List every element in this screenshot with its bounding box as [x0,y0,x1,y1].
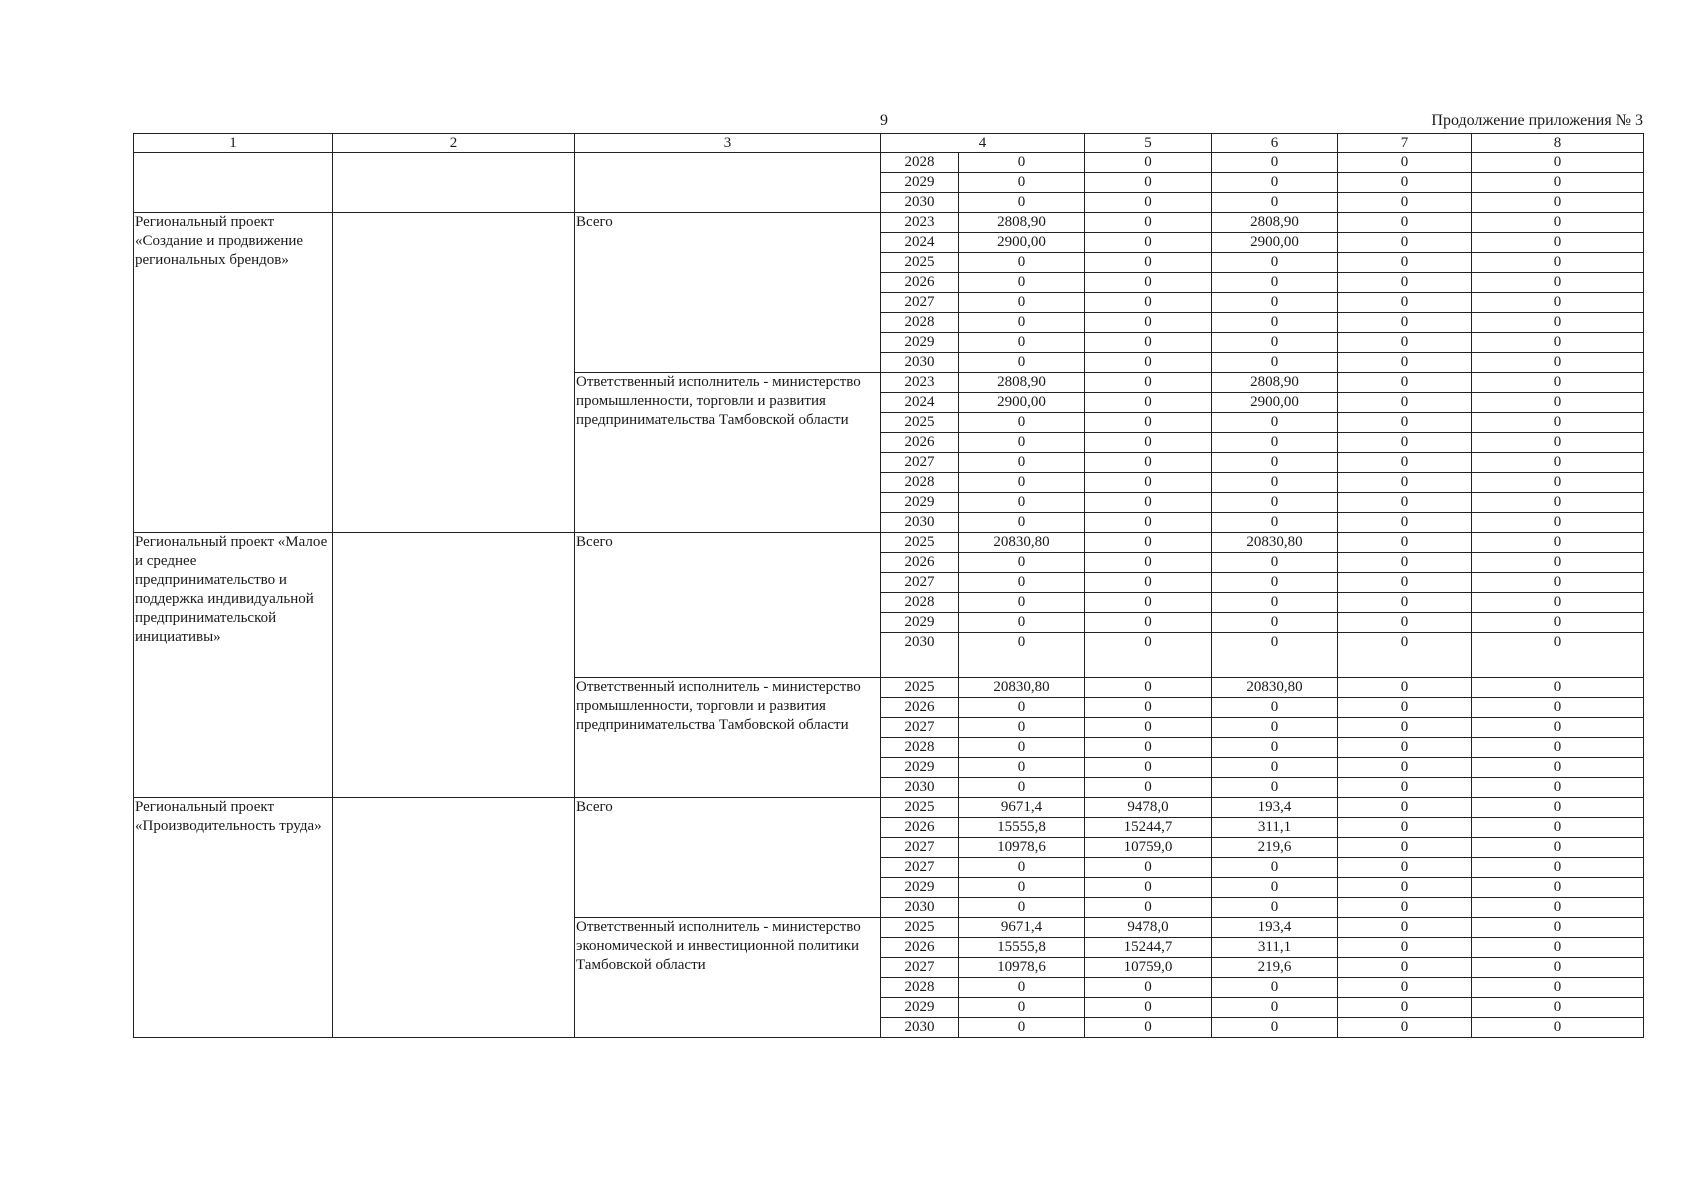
amount-cell: 0 [1338,413,1472,433]
amount-cell: 0 [959,998,1085,1018]
amount-cell: 311,1 [1212,818,1338,838]
amount-cell: 0 [1472,718,1644,738]
year-cell: 2028 [881,738,959,758]
amount-cell: 0 [1338,213,1472,233]
amount-cell: 0 [1085,878,1212,898]
amount-cell: 0 [1338,698,1472,718]
amount-cell: 0 [1085,453,1212,473]
year-cell: 2028 [881,153,959,173]
amount-cell: 0 [1472,798,1644,818]
amount-cell: 0 [1085,573,1212,593]
amount-cell: 0 [1338,978,1472,998]
amount-cell: 0 [1472,1018,1644,1038]
amount-cell: 0 [959,173,1085,193]
year-cell: 2023 [881,213,959,233]
amount-cell: 0 [1338,393,1472,413]
amount-cell: 0 [959,433,1085,453]
amount-cell: 0 [959,1018,1085,1038]
year-cell: 2025 [881,413,959,433]
amount-cell: 0 [1472,758,1644,778]
amount-cell: 0 [1472,838,1644,858]
amount-cell: 0 [1338,433,1472,453]
amount-cell: 0 [1338,718,1472,738]
amount-cell: 0 [1212,1018,1338,1038]
amount-cell: 15555,8 [959,938,1085,958]
amount-cell: 0 [1338,493,1472,513]
amount-cell: 0 [1212,758,1338,778]
amount-cell: 0 [1085,718,1212,738]
amount-cell: 0 [1085,758,1212,778]
amount-cell: 0 [1472,678,1644,698]
year-cell: 2027 [881,858,959,878]
amount-cell: 0 [1338,858,1472,878]
year-cell: 2029 [881,333,959,353]
amount-cell: 0 [1085,413,1212,433]
year-cell: 2027 [881,958,959,978]
amount-cell: 0 [1085,858,1212,878]
amount-cell: 0 [1212,193,1338,213]
year-cell: 2026 [881,938,959,958]
amount-cell: 0 [1338,838,1472,858]
amount-cell: 0 [1338,798,1472,818]
amount-cell: 0 [959,553,1085,573]
amount-cell: 0 [959,253,1085,273]
amount-cell: 0 [1472,898,1644,918]
amount-cell: 0 [1338,553,1472,573]
amount-cell: 0 [1472,858,1644,878]
amount-cell: 0 [1338,153,1472,173]
year-cell: 2028 [881,593,959,613]
amount-cell: 0 [1472,413,1644,433]
year-cell: 2025 [881,918,959,938]
amount-cell: 0 [1338,593,1472,613]
amount-cell: 0 [959,718,1085,738]
amount-cell: 0 [1212,738,1338,758]
amount-cell: 0 [959,293,1085,313]
amount-cell: 0 [1338,333,1472,353]
amount-cell: 2900,00 [1212,233,1338,253]
amount-cell: 0 [1085,433,1212,453]
amount-cell: 0 [1472,373,1644,393]
amount-cell: 0 [1338,738,1472,758]
column-header: 2 [333,134,575,153]
amount-cell: 311,1 [1212,938,1338,958]
year-cell: 2025 [881,678,959,698]
amount-cell: 0 [1472,353,1644,373]
amount-cell: 0 [959,758,1085,778]
amount-cell: 0 [1472,918,1644,938]
amount-cell: 0 [1085,898,1212,918]
amount-cell: 0 [1338,938,1472,958]
table-row [134,533,1644,553]
year-cell: 2027 [881,453,959,473]
empty-cell [333,798,575,1038]
amount-cell: 0 [1472,333,1644,353]
amount-cell: 0 [1212,433,1338,453]
year-cell: 2027 [881,718,959,738]
year-cell: 2028 [881,313,959,333]
amount-cell: 0 [1085,698,1212,718]
year-cell: 2027 [881,573,959,593]
amount-cell: 0 [1338,273,1472,293]
amount-cell: 0 [959,698,1085,718]
amount-cell: 0 [1338,613,1472,633]
year-cell: 2030 [881,193,959,213]
amount-cell: 0 [1085,193,1212,213]
amount-cell: 0 [1472,153,1644,173]
year-cell: 2026 [881,553,959,573]
amount-cell: 0 [1212,858,1338,878]
amount-cell: 0 [1085,738,1212,758]
amount-cell: 0 [1338,1018,1472,1038]
amount-cell: 0 [1472,878,1644,898]
amount-cell: 0 [1212,253,1338,273]
amount-cell: 0 [1212,878,1338,898]
project-title-cell: Региональный проект «Малое и среднее предпринимательство и поддержка индивидуальной предпринимательской инициативы» [134,533,333,798]
amount-cell: 0 [1338,918,1472,938]
year-cell: 2030 [881,513,959,533]
amount-cell: 0 [1085,633,1212,678]
amount-cell: 0 [959,593,1085,613]
amount-cell: 0 [1085,493,1212,513]
amount-cell: 2808,90 [959,213,1085,233]
year-cell: 2030 [881,778,959,798]
amount-cell: 15244,7 [1085,818,1212,838]
amount-cell: 0 [1472,213,1644,233]
amount-cell: 0 [1338,193,1472,213]
amount-cell: 0 [959,513,1085,533]
amount-cell: 9478,0 [1085,918,1212,938]
amount-cell: 0 [959,858,1085,878]
amount-cell: 0 [1472,778,1644,798]
funding-source-cell [575,153,881,213]
amount-cell: 2900,00 [959,233,1085,253]
amount-cell: 0 [959,153,1085,173]
amount-cell: 10759,0 [1085,838,1212,858]
amount-cell: 219,6 [1212,838,1338,858]
amount-cell: 0 [1085,998,1212,1018]
amount-cell: 0 [959,878,1085,898]
amount-cell: 219,6 [1212,958,1338,978]
year-cell: 2029 [881,998,959,1018]
amount-cell: 0 [1212,998,1338,1018]
page-number: 9 [880,112,888,129]
amount-cell: 0 [959,473,1085,493]
table-row [134,153,1644,173]
amount-cell: 0 [1472,938,1644,958]
amount-cell: 0 [1085,1018,1212,1038]
column-header-row [134,134,1644,153]
amount-cell: 0 [1472,593,1644,613]
amount-cell: 0 [959,273,1085,293]
year-cell: 2023 [881,373,959,393]
project-title-cell: Региональный проект «Создание и продвижение региональных брендов» [134,213,333,533]
amount-cell: 20830,80 [1212,533,1338,553]
amount-cell: 0 [1472,193,1644,213]
amount-cell: 0 [1472,313,1644,333]
amount-cell: 0 [1212,553,1338,573]
amount-cell: 0 [1472,453,1644,473]
amount-cell: 0 [1212,573,1338,593]
amount-cell: 0 [1085,333,1212,353]
amount-cell: 0 [1085,233,1212,253]
amount-cell: 0 [959,333,1085,353]
table-row [134,213,1644,233]
amount-cell: 20830,80 [959,533,1085,553]
amount-cell: 0 [1085,173,1212,193]
amount-cell: 0 [1472,998,1644,1018]
amount-cell: 0 [959,778,1085,798]
amount-cell: 0 [959,193,1085,213]
amount-cell: 0 [1212,473,1338,493]
year-cell: 2025 [881,798,959,818]
year-cell: 2027 [881,838,959,858]
amount-cell: 0 [959,633,1085,678]
year-cell: 2026 [881,273,959,293]
amount-cell: 0 [1472,978,1644,998]
amount-cell: 0 [1338,253,1472,273]
amount-cell: 0 [1338,573,1472,593]
amount-cell: 2808,90 [959,373,1085,393]
amount-cell: 0 [1085,678,1212,698]
amount-cell: 0 [1085,978,1212,998]
amount-cell: 0 [1212,173,1338,193]
amount-cell: 2900,00 [959,393,1085,413]
year-cell: 2030 [881,633,959,678]
amount-cell: 0 [1212,698,1338,718]
amount-cell: 9671,4 [959,918,1085,938]
column-header: 3 [575,134,881,153]
amount-cell: 0 [1472,273,1644,293]
funding-source-cell: Всего [575,533,881,678]
year-cell: 2026 [881,433,959,453]
amount-cell: 0 [1472,253,1644,273]
amount-cell: 0 [1085,533,1212,553]
amount-cell: 0 [1338,533,1472,553]
amount-cell: 0 [1085,513,1212,533]
amount-cell: 0 [959,738,1085,758]
amount-cell: 0 [1338,513,1472,533]
amount-cell: 0 [1212,293,1338,313]
amount-cell: 0 [1338,758,1472,778]
amount-cell: 0 [1212,313,1338,333]
amount-cell: 2808,90 [1212,213,1338,233]
amount-cell: 0 [1212,593,1338,613]
amount-cell: 15244,7 [1085,938,1212,958]
amount-cell: 0 [1085,353,1212,373]
amount-cell: 0 [1212,978,1338,998]
amount-cell: 0 [1472,633,1644,678]
amount-cell: 0 [1338,678,1472,698]
amount-cell: 2900,00 [1212,393,1338,413]
amount-cell: 2808,90 [1212,373,1338,393]
amount-cell: 0 [1338,353,1472,373]
amount-cell: 0 [1338,878,1472,898]
amount-cell: 0 [1085,273,1212,293]
amount-cell: 0 [1472,533,1644,553]
year-cell: 2029 [881,878,959,898]
amount-cell: 0 [1472,293,1644,313]
amount-cell: 0 [1085,293,1212,313]
amount-cell: 0 [1212,493,1338,513]
amount-cell: 0 [959,493,1085,513]
amount-cell: 0 [1085,593,1212,613]
funding-source-cell: Всего [575,798,881,918]
amount-cell: 0 [1338,293,1472,313]
amount-cell: 0 [1338,958,1472,978]
amount-cell: 0 [1338,998,1472,1018]
empty-cell [333,533,575,798]
amount-cell: 0 [1338,373,1472,393]
amount-cell: 0 [1085,553,1212,573]
amount-cell: 0 [1085,393,1212,413]
amount-cell: 0 [1472,233,1644,253]
year-cell: 2028 [881,978,959,998]
amount-cell: 0 [959,978,1085,998]
amount-cell: 0 [1338,633,1472,678]
project-title-cell: Региональный проект «Производительность труда» [134,798,333,1038]
amount-cell: 0 [1212,633,1338,678]
amount-cell: 0 [1212,453,1338,473]
amount-cell: 0 [1212,513,1338,533]
year-cell: 2028 [881,473,959,493]
amount-cell: 0 [1212,898,1338,918]
amount-cell: 0 [1212,718,1338,738]
amount-cell: 0 [1338,453,1472,473]
amount-cell: 0 [1212,413,1338,433]
amount-cell: 0 [959,413,1085,433]
year-cell: 2029 [881,758,959,778]
amount-cell: 0 [1085,373,1212,393]
funding-source-cell: Всего [575,213,881,373]
amount-cell: 0 [1472,613,1644,633]
amount-cell: 0 [959,313,1085,333]
amount-cell: 0 [1212,613,1338,633]
amount-cell: 0 [1472,393,1644,413]
amount-cell: 0 [1085,253,1212,273]
amount-cell: 0 [1085,153,1212,173]
column-header: 6 [1212,134,1338,153]
continuation-caption: Продолжение приложения № 3 [1431,112,1643,129]
column-header: 7 [1338,134,1472,153]
amount-cell: 0 [959,353,1085,373]
amount-cell: 9478,0 [1085,798,1212,818]
amount-cell: 10978,6 [959,838,1085,858]
amount-cell: 0 [1338,233,1472,253]
column-header: 8 [1472,134,1644,153]
amount-cell: 193,4 [1212,918,1338,938]
amount-cell: 0 [1212,273,1338,293]
amount-cell: 0 [1212,153,1338,173]
amount-cell: 0 [1085,778,1212,798]
amount-cell: 10978,6 [959,958,1085,978]
funding-source-cell: Ответственный исполнитель - министерство промышленности, торговли и развития предпринимательства Тамбовской области [575,373,881,533]
amount-cell: 0 [1472,818,1644,838]
amount-cell: 0 [1338,173,1472,193]
table-row [134,798,1644,818]
amount-cell: 0 [1085,313,1212,333]
year-cell: 2030 [881,898,959,918]
amount-cell: 0 [1085,213,1212,233]
amount-cell: 0 [959,613,1085,633]
year-cell: 2026 [881,698,959,718]
amount-cell: 0 [1472,493,1644,513]
amount-cell: 0 [1472,553,1644,573]
amount-cell: 0 [1212,353,1338,373]
amount-cell: 0 [1085,613,1212,633]
amount-cell: 0 [1338,313,1472,333]
year-cell: 2029 [881,173,959,193]
amount-cell: 0 [1472,173,1644,193]
year-cell: 2024 [881,393,959,413]
column-header: 4 [881,134,1085,153]
column-header: 1 [134,134,333,153]
amount-cell: 0 [959,573,1085,593]
amount-cell: 0 [1338,473,1472,493]
year-cell: 2027 [881,293,959,313]
amount-cell: 0 [1472,958,1644,978]
year-cell: 2029 [881,493,959,513]
year-cell: 2024 [881,233,959,253]
amount-cell: 0 [1085,473,1212,493]
amount-cell: 20830,80 [959,678,1085,698]
amount-cell: 0 [1338,818,1472,838]
amount-cell: 0 [959,453,1085,473]
year-cell: 2025 [881,253,959,273]
amount-cell: 0 [1472,513,1644,533]
amount-cell: 15555,8 [959,818,1085,838]
amount-cell: 0 [1472,473,1644,493]
column-header: 5 [1085,134,1212,153]
amount-cell: 0 [1472,738,1644,758]
budget-table [133,133,1644,1038]
funding-source-cell: Ответственный исполнитель - министерство экономической и инвестиционной политики Тамбовской области [575,918,881,1038]
amount-cell: 9671,4 [959,798,1085,818]
funding-source-cell: Ответственный исполнитель - министерство промышленности, торговли и развития предпринимательства Тамбовской области [575,678,881,798]
year-cell: 2026 [881,818,959,838]
amount-cell: 0 [1212,778,1338,798]
empty-cell [333,213,575,533]
amount-cell: 0 [1338,898,1472,918]
year-cell: 2030 [881,1018,959,1038]
amount-cell: 193,4 [1212,798,1338,818]
year-cell: 2025 [881,533,959,553]
amount-cell: 0 [1472,573,1644,593]
amount-cell: 20830,80 [1212,678,1338,698]
year-cell: 2030 [881,353,959,373]
amount-cell: 10759,0 [1085,958,1212,978]
project-title-cell [134,153,333,213]
amount-cell: 0 [1472,433,1644,453]
year-cell: 2029 [881,613,959,633]
amount-cell: 0 [1472,698,1644,718]
amount-cell: 0 [959,898,1085,918]
amount-cell: 0 [1338,778,1472,798]
empty-cell [333,153,575,213]
amount-cell: 0 [1212,333,1338,353]
